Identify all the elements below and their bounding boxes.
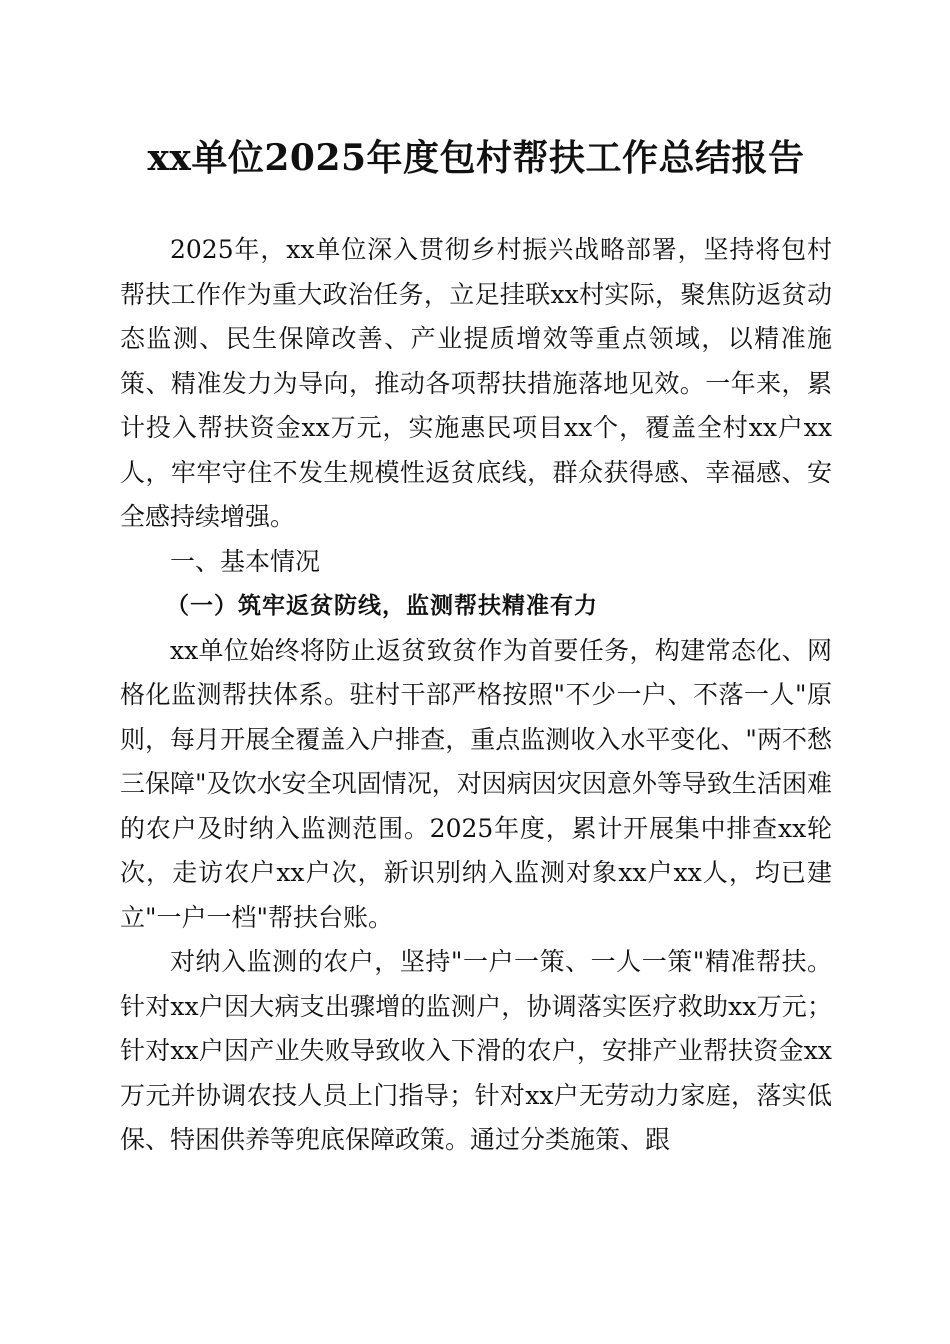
subsection-heading: （一）筑牢返贫防线，监测帮扶精准有力 <box>166 592 598 619</box>
document-title: xx单位2025年度包村帮扶工作总结报告 <box>147 137 805 179</box>
document-body <box>120 228 832 1163</box>
body-paragraph-1: xx单位始终将防止返贫致贫作为首要任务，构建常态化、网格化监测帮扶体系。驻村干部严格按照"不少一户、不落一人"原则，每月开展全覆盖入户排查，重点监测收入水平变化、"两不愁三保障"及饮水安全巩固情况，对因病因灾因意外等导致生活困难的农户及时纳入监测范围。2025年度，累计开展集中排查xx轮次，走访农户xx户次，新识别纳入监测对象xx户xx人，均已建立"一户一档"帮扶台账。 <box>120 635 832 932</box>
section-heading: 一、基本情况 <box>170 546 321 576</box>
document-page <box>120 132 832 1163</box>
intro-paragraph: 2025年，xx单位深入贯彻乡村振兴战略部署，坚持将包村帮扶工作作为重大政治任务，立足挂联xx村实际，聚焦防返贫动态监测、民生保障改善、产业提质增效等重点领域，以精准施策、精准发力为导向，推动各项帮扶措施落地见效。一年来，累计投入帮扶资金xx万元，实施惠民项目xx个，覆盖全村xx户xx人，牢牢守住不发生规模性返贫底线，群众获得感、幸福感、安全感持续增强。 <box>120 235 832 531</box>
body-paragraph-2: 对纳入监测的农户，坚持"一户一策、一人一策"精准帮扶。针对xx户因大病支出骤增的监测户，协调落实医疗救助xx万元；针对xx户因产业失败导致收入下滑的农户，安排产业帮扶资金xx万元并协调农技人员上门指导；针对xx户无劳动力家庭，落实低保、特困供养等兜底保障政策。通过分类施策、跟 <box>120 947 832 1154</box>
